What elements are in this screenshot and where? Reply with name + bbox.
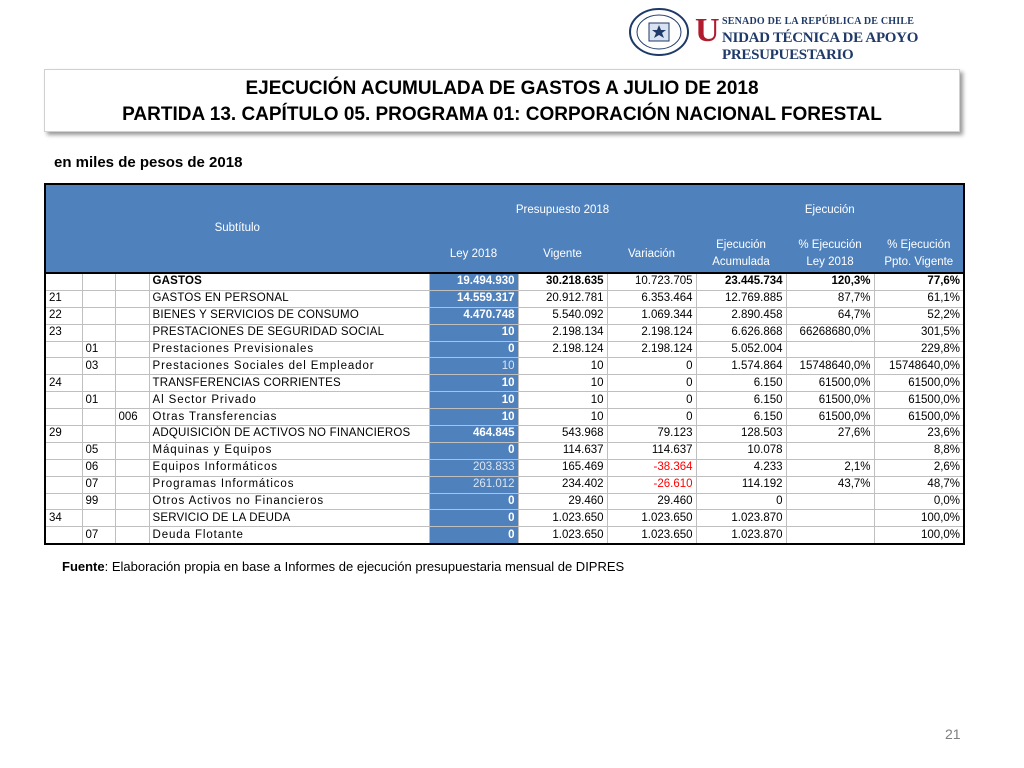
variacion-value: 1.069.344 [607,307,696,324]
ley-value: 14.559.317 [429,290,518,307]
code-asignacion: 006 [115,409,149,426]
variacion-value: 0 [607,358,696,375]
code-item [82,426,115,443]
ejecucion-value: 114.192 [696,476,786,493]
pct-ley-value [786,493,874,510]
header-vigente: Vigente [518,236,607,274]
table-row [45,324,964,341]
code-asignacion [115,493,149,510]
code-item [82,409,115,426]
pct-ley-value: 61500,0% [786,375,874,392]
brand-senado-text: SENADO DE LA REPÚBLICA DE CHILE [722,16,915,27]
code-asignacion [115,459,149,476]
table-row [45,392,964,409]
brand-unidad-text: NIDAD TÉCNICA DE APOYO PRESUPUESTARIO [722,30,919,63]
variacion-value: 2.198.124 [607,324,696,341]
row-name: Prestaciones Sociales del Empleador [149,358,429,375]
vigente-value: 29.460 [518,493,607,510]
pct-ley-value: 64,7% [786,307,874,324]
pct-ley-value [786,341,874,358]
pct-vigente-value: 2,6% [874,459,964,476]
header-pct-vigente: % Ejecución Ppto. Vigente [874,236,964,274]
pct-vigente-value: 0,0% [874,493,964,510]
ejecucion-value: 10.078 [696,442,786,459]
code-subtitulo [45,493,82,510]
code-subtitulo: 22 [45,307,82,324]
code-asignacion [115,510,149,527]
ejecucion-value: 0 [696,493,786,510]
ley-value: 0 [429,442,518,459]
pct-vigente-value: 100,0% [874,527,964,544]
row-name: Prestaciones Previsionales [149,341,429,358]
ley-value: 10 [429,375,518,392]
table-row [45,476,964,493]
code-subtitulo: 24 [45,375,82,392]
code-item: 07 [82,527,115,544]
header-pct-ley: % Ejecución Ley 2018 [786,236,874,274]
code-asignacion [115,307,149,324]
variacion-value: 1.023.650 [607,527,696,544]
row-name: SERVICIO DE LA DEUDA [149,510,429,527]
table-row [45,527,964,544]
row-name: Máquinas y Equipos [149,442,429,459]
table-row [45,307,964,324]
code-asignacion [115,341,149,358]
code-item [82,273,115,290]
code-asignacion [115,426,149,443]
vigente-value: 1.023.650 [518,510,607,527]
variacion-value: 1.023.650 [607,510,696,527]
ley-value: 10 [429,392,518,409]
code-asignacion [115,290,149,307]
ley-value: 0 [429,341,518,358]
code-item [82,290,115,307]
budget-execution-table [44,183,965,545]
ejecucion-value: 2.890.458 [696,307,786,324]
pct-vigente-value: 15748640,0% [874,358,964,375]
ley-value: 0 [429,527,518,544]
variacion-value: 0 [607,392,696,409]
vigente-value: 2.198.134 [518,324,607,341]
code-subtitulo [45,392,82,409]
code-asignacion [115,375,149,392]
code-item [82,307,115,324]
code-item [82,510,115,527]
code-asignacion [115,442,149,459]
code-subtitulo [45,273,82,290]
pct-vigente-value: 48,7% [874,476,964,493]
ejecucion-value: 6.150 [696,392,786,409]
row-name: GASTOS [149,273,429,290]
row-name: Deuda Flotante [149,527,429,544]
header-presupuesto: Presupuesto 2018 [429,184,696,236]
code-item: 03 [82,358,115,375]
variacion-value: 114.637 [607,442,696,459]
pct-vigente-value: 8,8% [874,442,964,459]
variacion-value: 2.198.124 [607,341,696,358]
row-name: Equipos Informáticos [149,459,429,476]
ejecucion-value: 6.150 [696,409,786,426]
row-name: BIENES Y SERVICIOS DE CONSUMO [149,307,429,324]
pct-ley-value: 61500,0% [786,392,874,409]
vigente-value: 114.637 [518,442,607,459]
variacion-value: 6.353.464 [607,290,696,307]
vigente-value: 234.402 [518,476,607,493]
pct-vigente-value: 61,1% [874,290,964,307]
ejecucion-value: 4.233 [696,459,786,476]
code-item: 99 [82,493,115,510]
header-ejecucion: Ejecución [696,184,964,236]
ejecucion-value: 12.769.885 [696,290,786,307]
slide-title-box [44,69,960,132]
ley-value: 4.470.748 [429,307,518,324]
pct-vigente-value: 100,0% [874,510,964,527]
code-subtitulo: 21 [45,290,82,307]
ley-value: 10 [429,324,518,341]
header-ley: Ley 2018 [429,236,518,274]
ley-value: 0 [429,493,518,510]
table-row [45,341,964,358]
table-row [45,459,964,476]
row-name: ADQUISICIÓN DE ACTIVOS NO FINANCIEROS [149,426,429,443]
row-name: Al Sector Privado [149,392,429,409]
senado-seal-logo [629,8,689,56]
header-variacion: Variación [607,236,696,274]
pct-vigente-value: 77,6% [874,273,964,290]
pct-ley-value: 2,1% [786,459,874,476]
header-ejecucion-acumulada: Ejecución Acumulada [696,236,786,274]
table-row [45,358,964,375]
code-asignacion [115,527,149,544]
pct-ley-value: 87,7% [786,290,874,307]
table-row [45,426,964,443]
code-subtitulo [45,409,82,426]
pct-ley-value: 61500,0% [786,409,874,426]
pct-ley-value: 43,7% [786,476,874,493]
code-subtitulo [45,358,82,375]
vigente-value: 165.469 [518,459,607,476]
ley-value: 464.845 [429,426,518,443]
row-name: TRANSFERENCIAS CORRIENTES [149,375,429,392]
code-subtitulo: 34 [45,510,82,527]
code-asignacion [115,392,149,409]
pct-ley-value [786,442,874,459]
code-subtitulo: 29 [45,426,82,443]
ejecucion-value: 128.503 [696,426,786,443]
variacion-value: -38.364 [607,459,696,476]
ejecucion-value: 1.574.864 [696,358,786,375]
source-note [62,559,624,574]
code-item [82,324,115,341]
code-asignacion [115,273,149,290]
pct-vigente-value: 229,8% [874,341,964,358]
ejecucion-value: 23.445.734 [696,273,786,290]
code-subtitulo [45,476,82,493]
variacion-value: 79.123 [607,426,696,443]
code-subtitulo [45,341,82,358]
pct-ley-value: 66268680,0% [786,324,874,341]
code-item: 01 [82,392,115,409]
table-row [45,442,964,459]
row-name: Otros Activos no Financieros [149,493,429,510]
ejecucion-value: 1.023.870 [696,527,786,544]
variacion-value: 0 [607,409,696,426]
vigente-value: 1.023.650 [518,527,607,544]
pct-ley-value: 15748640,0% [786,358,874,375]
code-item: 06 [82,459,115,476]
code-asignacion [115,324,149,341]
table-body [45,273,964,544]
ejecucion-value: 6.626.868 [696,324,786,341]
header-subtitulo: Subtítulo [45,184,429,273]
vigente-value: 30.218.635 [518,273,607,290]
pct-vigente-value: 52,2% [874,307,964,324]
row-name: Otras Transferencias [149,409,429,426]
code-subtitulo [45,442,82,459]
vigente-value: 2.198.124 [518,341,607,358]
pct-vigente-value: 61500,0% [874,392,964,409]
vigente-value: 20.912.781 [518,290,607,307]
row-name: GASTOS EN PERSONAL [149,290,429,307]
code-asignacion [115,358,149,375]
ley-value: 19.494.930 [429,273,518,290]
ley-value: 203.833 [429,459,518,476]
vigente-value: 10 [518,358,607,375]
ejecucion-value: 6.150 [696,375,786,392]
pct-vigente-value: 23,6% [874,426,964,443]
pct-vigente-value: 61500,0% [874,375,964,392]
source-text: : Elaboración propia en base a Informes de ejecución presupuestaria mensual de DIPRES [104,559,625,574]
pct-ley-value: 120,3% [786,273,874,290]
ley-value: 10 [429,358,518,375]
source-label: Fuente [62,559,105,574]
ejecucion-value: 5.052.004 [696,341,786,358]
code-item: 05 [82,442,115,459]
variacion-value: -26.610 [607,476,696,493]
row-name: PRESTACIONES DE SEGURIDAD SOCIAL [149,324,429,341]
code-subtitulo [45,527,82,544]
table-row [45,290,964,307]
title-line-1: EJECUCIÓN ACUMULADA DE GASTOS A JULIO DE 2018 [245,78,759,99]
pct-ley-value [786,510,874,527]
variacion-value: 29.460 [607,493,696,510]
title-line-2: PARTIDA 13. CAPÍTULO 05. PROGRAMA 01: CORPORACIÓN NACIONAL FORESTAL [122,104,882,125]
table-row [45,409,964,426]
ley-value: 10 [429,409,518,426]
table-row [45,493,964,510]
ley-value: 0 [429,510,518,527]
page-number: 21 [945,726,961,742]
table-row [45,375,964,392]
vigente-value: 543.968 [518,426,607,443]
vigente-value: 10 [518,409,607,426]
pct-ley-value: 27,6% [786,426,874,443]
code-asignacion [115,476,149,493]
code-subtitulo [45,459,82,476]
variacion-value: 0 [607,375,696,392]
pct-vigente-value: 301,5% [874,324,964,341]
code-item: 07 [82,476,115,493]
code-item: 01 [82,341,115,358]
code-item [82,375,115,392]
brand-letter-u: U [695,12,720,49]
ley-value: 261.012 [429,476,518,493]
table-row [45,273,964,290]
ejecucion-value: 1.023.870 [696,510,786,527]
vigente-value: 10 [518,375,607,392]
row-name: Programas Informáticos [149,476,429,493]
vigente-value: 5.540.092 [518,307,607,324]
variacion-value: 10.723.705 [607,273,696,290]
units-note: en miles de pesos de 2018 [54,154,243,171]
table-row [45,510,964,527]
vigente-value: 10 [518,392,607,409]
pct-ley-value [786,527,874,544]
code-subtitulo: 23 [45,324,82,341]
pct-vigente-value: 61500,0% [874,409,964,426]
